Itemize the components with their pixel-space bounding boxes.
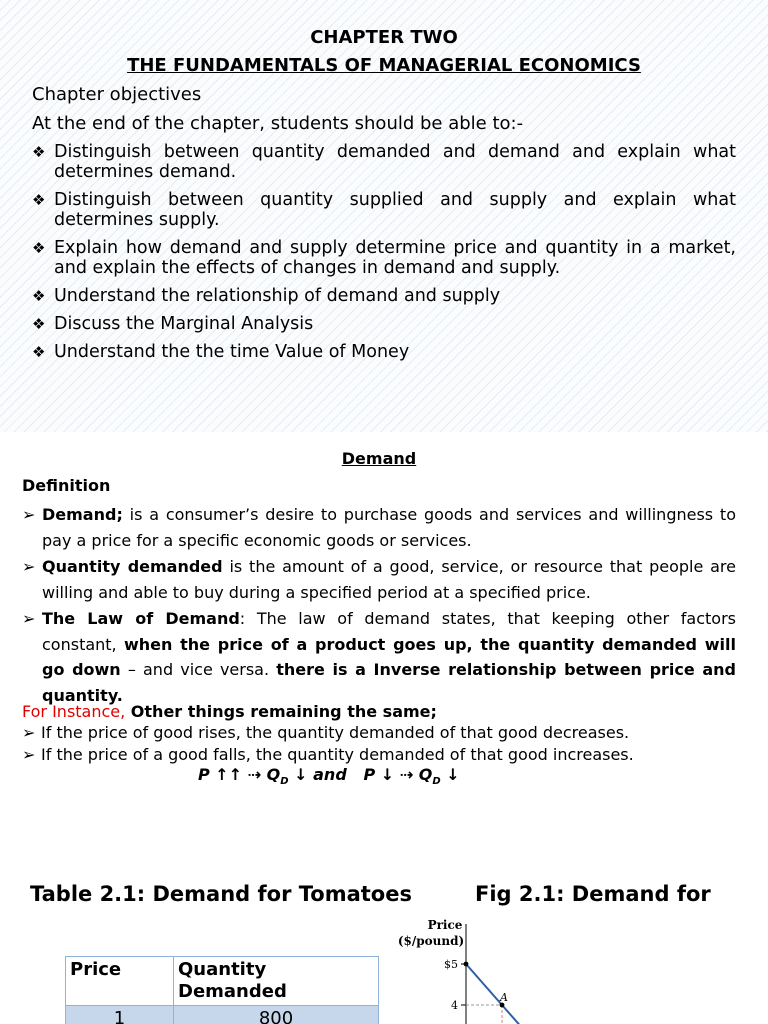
formula-subscript: D <box>432 776 441 788</box>
objective-text: Distinguish between quantity supplied and supply and explain what determines supply. <box>54 190 736 230</box>
table-header-row <box>66 957 379 1006</box>
demand-curve-line <box>466 964 524 1024</box>
column-header-quantity: Quantity Demanded <box>174 957 379 1006</box>
demand-schedule-table <box>65 956 379 1024</box>
table-cell-price: 1 <box>66 1006 174 1024</box>
objective-item <box>32 142 736 182</box>
slide-demand-definition <box>0 432 768 836</box>
definition-text: : The law of demand states, that keeping other factors constant, <box>42 609 736 654</box>
objective-text: Understand the the time Value of Money <box>54 342 410 362</box>
diamond-bullet-icon: ❖ <box>32 143 46 161</box>
objective-item <box>32 314 736 334</box>
chapter-title: THE FUNDAMENTALS OF MANAGERIAL ECONOMICS <box>127 55 641 76</box>
for-instance-line <box>22 702 437 721</box>
arrow-bullet-icon: ➢ <box>22 745 36 764</box>
objective-item <box>32 286 736 306</box>
example-text: If the price of a good falls, the quantity demanded of that good increases. <box>41 745 634 764</box>
arrow-bullet-icon: ➢ <box>22 557 36 576</box>
definition-item-demand <box>22 502 736 553</box>
example-text: If the price of good rises, the quantity demanded of that good decreases. <box>41 723 630 742</box>
ceteris-paribus-text: Other things remaining the same; <box>125 702 437 721</box>
arrow-bullet-icon: ➢ <box>22 609 36 628</box>
objectives-label: Chapter objectives <box>32 84 202 105</box>
slide-chapter-objectives <box>0 0 768 432</box>
definition-text: – and vice versa. <box>120 660 277 679</box>
formula-part: ↓ and P ↓ ⇢ Q <box>288 765 433 784</box>
for-instance-label: For Instance, <box>22 702 126 721</box>
objectives-intro: At the end of the chapter, students should be able to:- <box>32 113 524 134</box>
table-row <box>66 1006 379 1024</box>
objective-item <box>32 342 736 362</box>
term-demand: Demand; <box>42 505 123 524</box>
objective-text: Distinguish between quantity demanded and demand and explain what determines demand. <box>54 142 736 182</box>
objective-text: Explain how demand and supply determine price and quantity in a market, and explain the effects of changes in demand and supply. <box>54 238 736 278</box>
objective-item <box>32 238 736 278</box>
y-tick-label: 4 <box>451 999 458 1012</box>
arrow-bullet-icon: ➢ <box>22 723 36 742</box>
definition-item-law-of-demand <box>22 606 736 708</box>
arrow-bullet-icon: ➢ <box>22 505 36 524</box>
objective-text: Understand the relationship of demand and supply <box>54 286 501 306</box>
y-tick-label: $5 <box>444 958 458 971</box>
column-header-price: Price <box>66 957 174 1006</box>
table-title: Table 2.1: Demand for Tomatoes <box>30 882 412 906</box>
demand-definitions-list <box>22 502 736 709</box>
term-quantity-demanded: Quantity demanded <box>42 557 223 576</box>
diamond-bullet-icon: ❖ <box>32 343 46 361</box>
demand-heading: Demand <box>341 449 417 468</box>
definition-text: is a consumer’s desire to purchase goods and services and willingness to pay a price for a specific economic goods or services. <box>42 505 736 550</box>
objectives-list <box>32 142 736 370</box>
definition-label: Definition <box>22 476 111 495</box>
data-point <box>464 962 469 967</box>
slide-demand-for-tomatoes <box>0 836 768 1024</box>
y-axis-label-line1: Price <box>427 918 463 932</box>
formula-subscript: D <box>280 776 289 788</box>
law-emphasis: when the price of a product goes up, the quantity demanded will go down <box>42 634 736 679</box>
diamond-bullet-icon: ❖ <box>32 239 46 257</box>
diamond-bullet-icon: ❖ <box>32 191 46 209</box>
y-axis-label-line2: ($/pound) <box>397 934 465 948</box>
formula-part: P ↑↑ ⇢ Q <box>198 765 281 784</box>
definition-text: is the amount of a good, service, or resource that people are willing and able to buy during a specified period at a specified price. <box>42 557 737 602</box>
formula-part: ↓ <box>440 765 460 784</box>
price-fall-example <box>22 745 742 764</box>
objective-item <box>32 190 736 230</box>
law-of-demand-formula <box>198 765 460 787</box>
objective-text: Discuss the Marginal Analysis <box>54 314 314 334</box>
inverse-relationship-note: there is a Inverse relationship between price and quantity. <box>42 660 736 705</box>
chart-marks <box>444 958 524 1024</box>
demand-curve-chart <box>395 916 655 1024</box>
diamond-bullet-icon: ❖ <box>32 287 46 305</box>
chapter-number-title: CHAPTER TWO <box>310 27 458 48</box>
figure-title: Fig 2.1: Demand for <box>475 882 711 906</box>
term-law-of-demand: The Law of Demand <box>42 609 240 628</box>
diamond-bullet-icon: ❖ <box>32 315 46 333</box>
table-cell-quantity: 800 <box>174 1006 379 1024</box>
definition-item-quantity-demanded <box>22 554 736 605</box>
point-label: A <box>500 991 508 1004</box>
price-rise-example <box>22 723 742 742</box>
